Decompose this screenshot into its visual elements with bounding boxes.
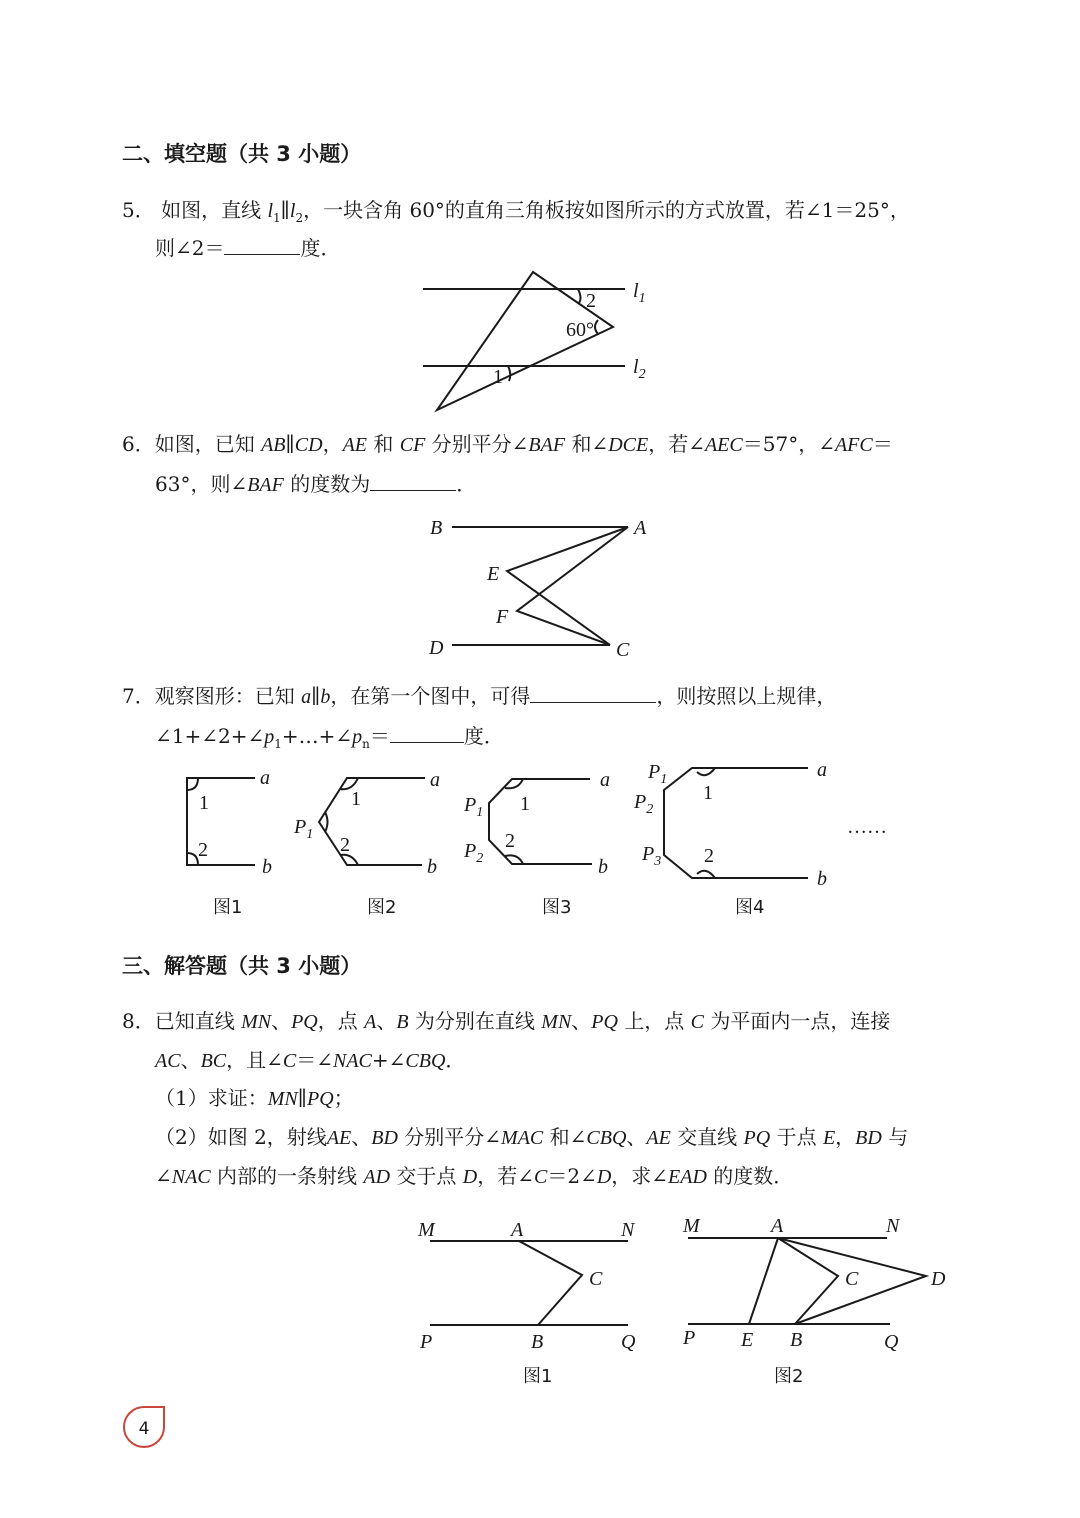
label-2: 2	[505, 830, 515, 852]
q8-CBQ-2: CBQ	[586, 1127, 627, 1149]
q8-MN-2: MN	[541, 1011, 572, 1033]
label-b: b	[427, 856, 437, 878]
q6-AE: AE	[342, 434, 368, 456]
q8-AC: AC	[155, 1050, 181, 1072]
q8-PQ: PQ	[291, 1011, 318, 1033]
label-D: D	[429, 637, 444, 659]
label-B: B	[531, 1331, 544, 1353]
label-N: N	[886, 1215, 900, 1237]
q8-B: B	[396, 1011, 409, 1033]
q6-text-b: 分别平分∠	[431, 432, 529, 456]
q5-text: 如图，直线	[161, 198, 262, 222]
q8-comma: ，	[835, 1125, 856, 1149]
q8-text-e: 为平面内一点，连接	[710, 1009, 891, 1033]
caption-fig-2: 图2	[367, 897, 397, 918]
q8-NAC-2: NAC	[171, 1166, 211, 1188]
label-P: P	[420, 1331, 433, 1353]
q8-fig-1	[417, 1219, 636, 1387]
q8-A: A	[364, 1011, 377, 1033]
q7-text-2a: ∠1+∠2+∠	[155, 724, 265, 748]
q8-text-p2d: 交直线	[677, 1125, 738, 1149]
label-1: 1	[703, 782, 713, 804]
q6-DCE: DCE	[608, 434, 649, 456]
q6-CF: CF	[399, 434, 426, 456]
label-B: B	[790, 1329, 803, 1351]
q8-dot: ．	[445, 1048, 466, 1072]
label-M: M	[418, 1219, 435, 1241]
label-a: a	[430, 769, 440, 791]
label-1: 1	[520, 793, 530, 815]
q8-fig-2	[682, 1215, 946, 1387]
q8-C-3: C	[534, 1166, 548, 1188]
question-number: 7．	[122, 684, 155, 708]
q6-CD: CD	[294, 434, 323, 456]
q7-text-2c: ＝	[369, 724, 390, 748]
q6-BAF: BAF	[528, 434, 566, 456]
label-D: D	[931, 1268, 946, 1290]
q7-b: b	[320, 686, 331, 708]
q8-text-p2c: 和∠	[549, 1125, 587, 1149]
q7-text-2b: +…+∠	[281, 724, 353, 748]
q7-par: ∥	[311, 684, 321, 708]
label-angle-1: 1	[493, 366, 503, 388]
label-l2: $l_2$	[633, 356, 646, 382]
q8-sep: 、	[271, 1009, 292, 1033]
q8-text-p3e: ＝2∠	[547, 1164, 597, 1188]
label-P2: $P_2$	[634, 791, 654, 817]
q5-text-b: ，一块含角 60°的直角三角板按如图所示的方式放置，若∠1＝25°，	[303, 198, 910, 222]
label-F: F	[496, 606, 509, 628]
q5-text-2a: 则∠2＝	[155, 236, 225, 260]
q5-l2-sub: 2	[295, 211, 304, 225]
q8-BD-2: BD	[855, 1127, 882, 1149]
q8-CBQ: CBQ	[405, 1050, 446, 1072]
label-E: E	[487, 563, 500, 585]
q8-text-d: 上，点	[624, 1009, 685, 1033]
q7-p1: p	[264, 726, 275, 748]
label-b: b	[598, 856, 608, 878]
label-P2: $P_2$	[464, 840, 484, 866]
q8-MN: MN	[241, 1011, 272, 1033]
label-A: A	[634, 517, 647, 539]
label-P1: $P_1$	[648, 761, 668, 787]
label-angle-60: 60°	[566, 319, 594, 341]
q8-text-p2b: 分别平分∠	[404, 1125, 502, 1149]
q6-BAF-2: BAF	[247, 474, 284, 496]
q8-BC: BC	[200, 1050, 227, 1072]
q8-PQ-2: PQ	[591, 1011, 618, 1033]
q6-text-e: ＝	[872, 432, 893, 456]
q8-part1-text: （1）求证：	[155, 1086, 268, 1110]
q6-period: ．	[456, 472, 477, 496]
label-angle-2: 2	[586, 290, 596, 312]
label-C: C	[589, 1268, 603, 1290]
q8-sep-3: 、	[571, 1009, 592, 1033]
label-P1: $P_1$	[464, 794, 484, 820]
label-Q: Q	[621, 1331, 636, 1353]
q8-PQ-3: PQ	[306, 1088, 334, 1110]
q8-PQ-4: PQ	[743, 1127, 771, 1149]
label-B: B	[430, 517, 443, 539]
q8-AD: AD	[363, 1166, 391, 1188]
q8-text: 已知直线	[154, 1009, 235, 1033]
label-b: b	[262, 856, 272, 878]
q6-and-2: 和∠	[571, 432, 609, 456]
section-title-answer: 三、解答题（共 3 小题）	[122, 954, 362, 978]
q8-sep-2: 、	[376, 1009, 397, 1033]
q7-pn-sub: n	[362, 737, 370, 751]
caption-fig-4: 图4	[735, 897, 765, 918]
q7-text-b: ，在第一个图中，可得	[330, 684, 531, 708]
label-1: 1	[199, 792, 209, 814]
q8-semi: ；	[333, 1086, 354, 1110]
q5-l1: l	[267, 200, 274, 222]
q8-text-b: ，点	[317, 1009, 358, 1033]
q8-AE-2: AE	[646, 1127, 671, 1149]
q8-MN-3: MN	[267, 1088, 298, 1110]
q8-D-2: D	[596, 1166, 612, 1188]
q5-l2: l	[289, 200, 296, 222]
q8-E: E	[822, 1127, 836, 1149]
q8-text-2a: ，且∠	[226, 1048, 283, 1072]
section-title-fill-in: 二、填空题（共 3 小题）	[122, 142, 362, 166]
page-number: 4	[138, 1419, 150, 1439]
q6-text-c: ，若∠	[648, 432, 705, 456]
caption-fig-2: 图2	[774, 1366, 804, 1387]
q8-text-p3b: 内部的一条射线	[217, 1164, 358, 1188]
q5-text-2b: 度．	[300, 236, 341, 260]
question-number: 8．	[122, 1009, 155, 1033]
page-number-badge	[122, 1405, 166, 1449]
q8-AE: AE	[326, 1127, 352, 1149]
q8-D: D	[462, 1166, 478, 1188]
caption-fig-1: 图1	[523, 1366, 553, 1387]
q8-plus: +∠	[371, 1048, 406, 1072]
label-2: 2	[340, 834, 350, 856]
q5-l1-sub: 1	[273, 211, 281, 225]
q6-AEC: AEC	[704, 434, 743, 456]
q7-text-c: ，则按照以上规律，	[656, 684, 837, 708]
q6-AFC: AFC	[834, 434, 873, 456]
q8-sep-5: 、	[351, 1125, 372, 1149]
q6-par: ∥	[285, 432, 295, 456]
label-P1: $P_1$	[294, 816, 314, 842]
label-l1: $l_1$	[633, 280, 646, 306]
q7-pn: p	[352, 726, 363, 748]
label-E: E	[741, 1329, 754, 1351]
q8-text-p3c: 交于点	[396, 1164, 457, 1188]
q6-and: 和	[373, 432, 394, 456]
label-2: 2	[704, 845, 714, 867]
q8-NAC: NAC	[333, 1050, 372, 1072]
q8-text-2b: ＝∠	[296, 1048, 333, 1072]
label-A: A	[771, 1215, 784, 1237]
label-M: M	[683, 1215, 700, 1237]
q8-text-p2e: 于点	[776, 1125, 817, 1149]
label-P: P	[683, 1327, 696, 1349]
label-a: a	[817, 759, 827, 781]
ellipsis: ……	[847, 816, 887, 838]
q6-comma: ，	[322, 432, 343, 456]
question-number: 6．	[122, 432, 155, 456]
q8-C-2: C	[282, 1050, 297, 1072]
q8-par: ∥	[297, 1086, 307, 1110]
q8-BD: BD	[371, 1127, 398, 1149]
q8-part2-text: （2）如图 2，射线	[155, 1125, 327, 1149]
q8-text-p3d: ，若∠	[477, 1164, 534, 1188]
label-N: N	[621, 1219, 635, 1241]
label-Q: Q	[884, 1331, 899, 1353]
label-C: C	[845, 1268, 859, 1290]
q6-text-d: ＝57°，∠	[742, 432, 835, 456]
q8-text-c: 为分别在直线	[414, 1009, 535, 1033]
q8-text-p3g: 的度数．	[713, 1164, 794, 1188]
q8-text-p3f: ，求∠	[611, 1164, 669, 1188]
label-b: b	[817, 868, 827, 890]
label-a: a	[600, 769, 610, 791]
q8-sep-6: 、	[626, 1125, 647, 1149]
q7-text-2d: 度．	[463, 724, 504, 748]
q6-text: 如图，已知	[154, 432, 255, 456]
label-A: A	[511, 1219, 524, 1241]
label-C: C	[616, 639, 630, 661]
q8-angle: ∠	[155, 1164, 172, 1188]
q6-text-2a: 63°，则∠	[155, 472, 248, 496]
q8-text-p2f: 与	[888, 1125, 909, 1149]
q8-C: C	[690, 1011, 705, 1033]
label-a: a	[260, 767, 270, 789]
q6-AB: AB	[261, 434, 286, 456]
q7-text: 观察图形：已知	[154, 684, 295, 708]
q8-EAD: EAD	[668, 1166, 707, 1188]
q8-MAC: MAC	[501, 1127, 544, 1149]
q7-p1-sub: 1	[274, 737, 282, 751]
caption-fig-3: 图3	[542, 897, 572, 918]
q5-parallel: ∥	[280, 198, 290, 222]
q8-sep-4: 、	[180, 1048, 201, 1072]
label-P3: $P_3$	[642, 843, 662, 869]
caption-fig-1: 图1	[213, 897, 243, 918]
label-1: 1	[351, 788, 361, 810]
q7-a: a	[301, 686, 312, 708]
label-2: 2	[198, 839, 208, 861]
question-number: 5．	[122, 198, 155, 222]
q6-text-2b: 的度数为	[290, 472, 371, 496]
